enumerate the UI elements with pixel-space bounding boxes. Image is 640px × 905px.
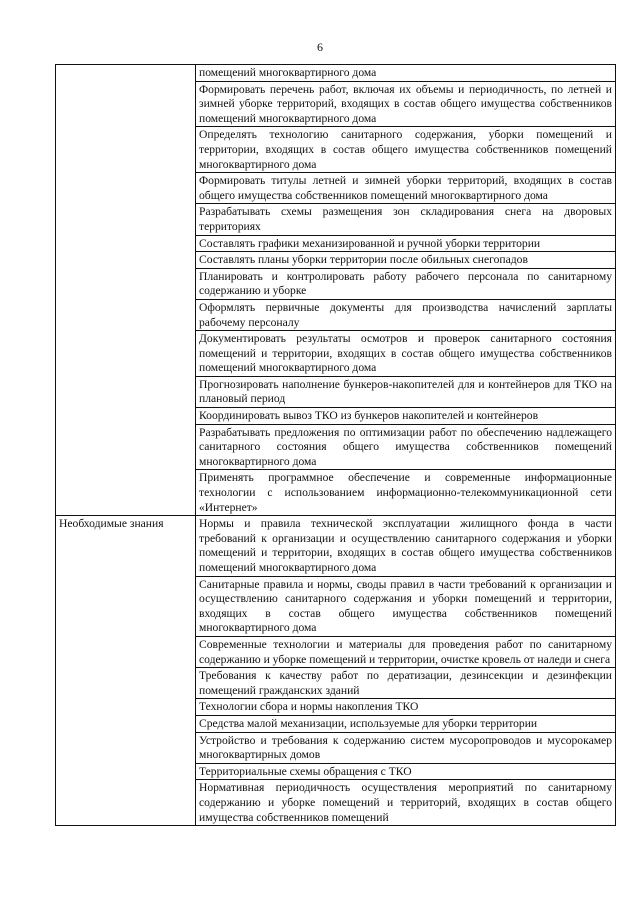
knowledge-item: Территориальные схемы обращения с ТКО — [196, 763, 616, 780]
table-row — [56, 65, 616, 82]
skill-item: Разрабатывать схемы размещения зон складирования снега на дворовых территориях — [196, 204, 616, 235]
knowledge-item: Современные технологии и материалы для проведения работ по санитарному содержанию и уборке помещений и территории, очистке кровель от наледи и снега — [196, 636, 616, 667]
knowledge-item: Санитарные правила и нормы, своды правил в части требований к организации и осуществлению санитарного содержания и уборки помещений и территории, входящих в состав общего имущества собственников помещений многоквартирного дома — [196, 576, 616, 636]
skill-item: Прогнозировать наполнение бункеров-накопителей для и контейнеров для ТКО на плановый период — [196, 376, 616, 407]
page-number: 6 — [317, 40, 323, 54]
requirements-table — [55, 64, 616, 826]
skill-item: Координировать вывоз ТКО из бункеров накопителей и контейнеров — [196, 408, 616, 425]
skill-item: Составлять планы уборки территории после обильных снегопадов — [196, 252, 616, 269]
skill-item: Определять технологию санитарного содержания, уборки помещений и территории, входящих в состав общего имущества собственников помещений многоквартирного дома — [196, 127, 616, 173]
skill-item: Составлять графики механизированной и ручной уборки территории — [196, 235, 616, 252]
skill-item: Планировать и контролировать работу рабочего персонала по санитарному содержанию и уборке — [196, 268, 616, 299]
knowledge-item: Нормативная периодичность осуществления мероприятий по санитарному содержанию и уборке помещений и территорий, входящих в состав общего имущества собственников помещений — [196, 780, 616, 826]
knowledge-item: Средства малой механизации, используемые для уборки территории — [196, 715, 616, 732]
knowledge-item: Устройство и требования к содержанию систем мусоропроводов и мусорокамер многоквартирных домов — [196, 732, 616, 763]
skill-item: Оформлять первичные документы для производства начислений зарплаты рабочему персоналу — [196, 299, 616, 330]
skill-item: Документировать результаты осмотров и проверок санитарного состояния помещений и территории, входящих в состав общего имущества собственников помещений многоквартирного дома — [196, 331, 616, 377]
knowledge-item: Нормы и правила технической эксплуатации жилищного фонда в части требований к организации и осуществлению санитарного содержания и уборки помещений и территории, входящих в состав общего имущества собственников помещений многоквартирного дома — [196, 516, 616, 576]
knowledge-item: Требования к качеству работ по дератизации, дезинсекции и дезинфекции помещений гражданских зданий — [196, 668, 616, 699]
skill-item: помещений многоквартирного дома — [196, 65, 616, 82]
knowledge-item: Технологии сбора и нормы накопления ТКО — [196, 699, 616, 716]
skills-label-cell — [56, 65, 196, 516]
skill-item: Применять программное обеспечение и современные информационные технологии с использованием информационно-телекоммуникационной сети «Интернет» — [196, 470, 616, 516]
skill-item: Формировать перечень работ, включая их объемы и периодичность, по летней и зимней уборке территорий, входящих в состав общего имущества собственников помещений многоквартирного дома — [196, 81, 616, 127]
knowledge-label-cell: Необходимые знания — [56, 516, 196, 826]
skill-item: Разрабатывать предложения по оптимизации работ по обеспечению надлежащего санитарного состояния общего имущества собственников помещений многоквартирного дома — [196, 424, 616, 470]
table-row — [56, 516, 616, 576]
skill-item: Формировать титулы летней и зимней уборки территорий, входящих в состав общего имущества собственников помещений многоквартирного дома — [196, 173, 616, 204]
